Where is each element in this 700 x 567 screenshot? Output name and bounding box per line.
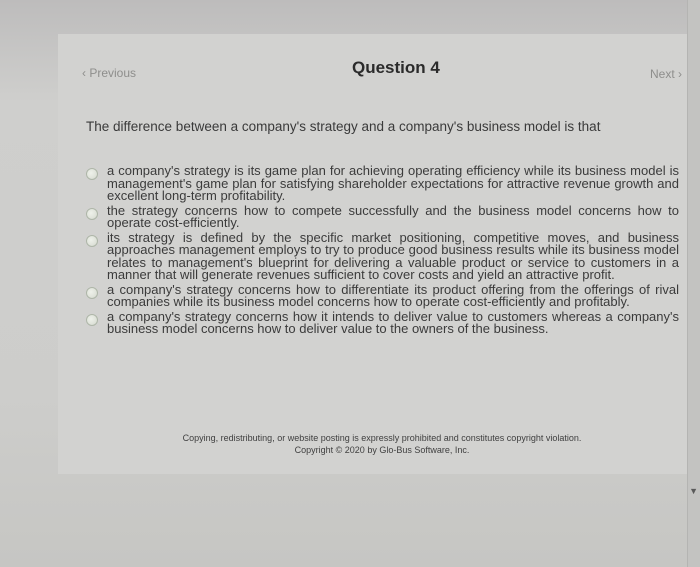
answer-option-text: a company's strategy is its game plan for achieving operating efficiency while its business model is management's game plan for satisfying shareholder expectations for attractive revenue growth and excellent long-term profitability. bbox=[107, 163, 679, 203]
answer-option-a[interactable] bbox=[85, 165, 679, 203]
radio-button-a[interactable] bbox=[86, 168, 98, 180]
answer-option-d[interactable] bbox=[85, 281, 679, 309]
radio-button-d[interactable] bbox=[86, 287, 98, 299]
copyright-line-2: Copyright © 2020 by Glo-Bus Software, Inc. bbox=[294, 445, 470, 455]
question-prompt: The difference between a company's strategy and a company's business model is that bbox=[86, 119, 601, 134]
question-title: Question 4 bbox=[352, 58, 440, 77]
previous-button[interactable]: ‹ Previous bbox=[82, 66, 137, 80]
radio-button-e[interactable] bbox=[86, 314, 98, 326]
answer-option-text: a company's strategy concerns how to differentiate its product offering from the offerings of rival companies while its business model concerns how to operate cost-efficiently and profitably. bbox=[107, 281, 679, 309]
chevron-down-icon[interactable]: ▼ bbox=[689, 486, 698, 496]
answer-options bbox=[85, 165, 679, 338]
copyright-notice bbox=[85, 432, 679, 456]
next-button[interactable]: Next › bbox=[649, 67, 682, 81]
answer-option-text: a company's strategy concerns how it intends to deliver value to customers whereas a company's business model concerns how to deliver value to the owners of the business. bbox=[107, 308, 679, 336]
radio-button-c[interactable] bbox=[86, 235, 98, 247]
answer-option-text: its strategy is defined by the specific market positioning, competitive moves, and business approaches management employs to try to produce good business results while its business model relates to management's blueprint for delivering a valuable product or service to customers in a manner that will generate revenues sufficient to cover costs and yield an attractive profit. bbox=[107, 229, 679, 282]
radio-button-b[interactable] bbox=[86, 208, 98, 220]
answer-option-b[interactable] bbox=[85, 202, 679, 230]
answer-option-text: the strategy concerns how to compete successfully and the business model concerns how to operate cost-efficiently. bbox=[107, 202, 679, 230]
answer-option-c[interactable] bbox=[85, 229, 679, 282]
scrollbar[interactable] bbox=[687, 0, 700, 567]
answer-option-e[interactable] bbox=[85, 308, 679, 336]
copyright-line-1: Copying, redistributing, or website posting is expressly prohibited and constitutes copyright violation. bbox=[182, 433, 582, 443]
